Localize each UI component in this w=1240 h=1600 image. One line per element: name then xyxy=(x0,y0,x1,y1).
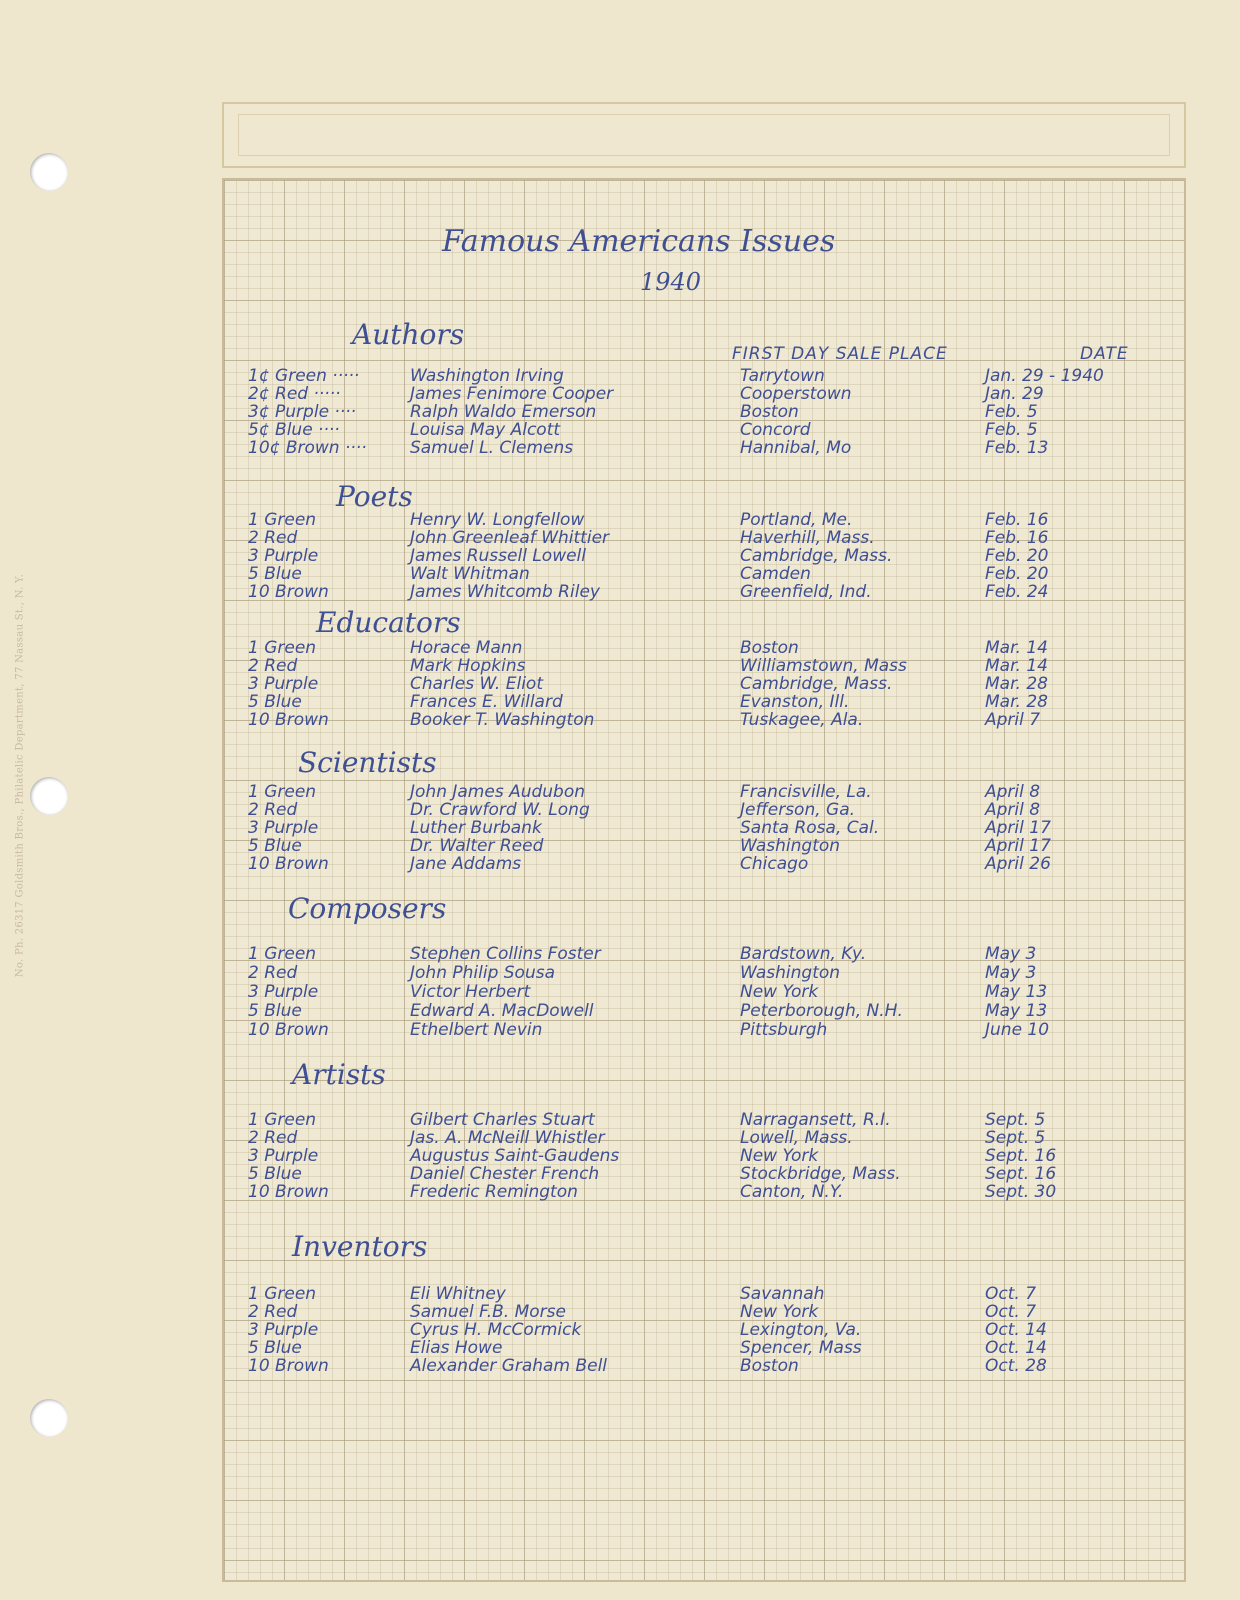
issue-date: Mar. 28 xyxy=(985,692,1048,712)
issue-place: Jefferson, Ga. xyxy=(740,800,856,820)
issue-name: Washington Irving xyxy=(410,366,564,386)
issue-value: 1 Green xyxy=(248,1110,317,1130)
album-header-frame xyxy=(238,114,1170,156)
issue-place: Tuskagee, Ala. xyxy=(740,710,864,730)
issue-place: Savannah xyxy=(740,1284,825,1304)
issue-name: Dr. Crawford W. Long xyxy=(410,800,590,820)
issue-value: 5 Blue xyxy=(248,836,302,856)
issue-value: 1 Green xyxy=(248,510,317,530)
issue-date: May 3 xyxy=(985,963,1037,983)
issue-place: Canton, N.Y. xyxy=(740,1182,844,1202)
issue-place: Tarrytown xyxy=(740,366,825,386)
section-heading-artists: Artists xyxy=(292,1058,386,1091)
issue-date: Jan. 29 - 1940 xyxy=(985,366,1104,386)
issue-value: 1¢ Green ····· xyxy=(248,366,360,386)
issue-name: Edward A. MacDowell xyxy=(410,1001,594,1021)
issue-value: 2 Red xyxy=(248,1302,298,1322)
issue-value: 3 Purple xyxy=(248,818,319,838)
issue-date: Mar. 14 xyxy=(985,656,1048,676)
issue-name: James Fenimore Cooper xyxy=(410,384,614,404)
issue-place: Haverhill, Mass. xyxy=(740,528,875,548)
issue-date: April 17 xyxy=(985,836,1051,856)
issue-value: 5¢ Blue ···· xyxy=(248,420,340,440)
issue-value: 5 Blue xyxy=(248,692,302,712)
issue-date: Sept. 16 xyxy=(985,1164,1057,1184)
printer-imprint: No. Ph. 26317 Goldsmith Bros., Philatelic Department, 77 Nassau St., N. Y. xyxy=(14,573,26,978)
issue-date: Oct. 14 xyxy=(985,1338,1047,1358)
issue-place: Peterborough, N.H. xyxy=(740,1001,903,1021)
issue-value: 5 Blue xyxy=(248,564,302,584)
issue-place: Williamstown, Mass xyxy=(740,656,907,676)
issue-date: May 3 xyxy=(985,944,1037,964)
issue-date: Feb. 13 xyxy=(985,438,1049,458)
issue-value: 3 Purple xyxy=(248,674,319,694)
issue-name: Victor Herbert xyxy=(410,982,531,1002)
issue-name: James Whitcomb Riley xyxy=(410,582,600,602)
issue-date: Oct. 7 xyxy=(985,1302,1037,1322)
issue-place: Cooperstown xyxy=(740,384,852,404)
issue-value: 2 Red xyxy=(248,1128,298,1148)
issue-name: Stephen Collins Foster xyxy=(410,944,601,964)
issue-name: John James Audubon xyxy=(410,782,586,802)
issue-name: Booker T. Washington xyxy=(410,710,595,730)
issue-name: Walt Whitman xyxy=(410,564,530,584)
issue-date: Feb. 24 xyxy=(985,582,1049,602)
issue-place: Evanston, Ill. xyxy=(740,692,850,712)
issue-place: New York xyxy=(740,1302,819,1322)
issue-place: Boston xyxy=(740,638,799,658)
issue-value: 2 Red xyxy=(248,963,298,983)
page-title: Famous Americans Issues xyxy=(442,224,836,259)
issue-date: April 7 xyxy=(985,710,1041,730)
issue-name: Charles W. Eliot xyxy=(410,674,543,694)
column-header-first-day: FIRST DAY SALE PLACE xyxy=(732,344,948,364)
issue-value: 1 Green xyxy=(248,1284,317,1304)
issue-date: Sept. 5 xyxy=(985,1110,1046,1130)
section-heading-authors: Authors xyxy=(352,318,465,351)
issue-place: Concord xyxy=(740,420,811,440)
issue-date: Mar. 14 xyxy=(985,638,1048,658)
issue-name: Louisa May Alcott xyxy=(410,420,561,440)
issue-place: New York xyxy=(740,982,819,1002)
column-header-date: DATE xyxy=(1080,344,1129,364)
issue-date: Oct. 7 xyxy=(985,1284,1037,1304)
section-heading-composers: Composers xyxy=(288,892,447,925)
issue-date: Sept. 5 xyxy=(985,1128,1046,1148)
issue-place: Chicago xyxy=(740,854,809,874)
issue-date: Sept. 16 xyxy=(985,1146,1057,1166)
issue-date: April 8 xyxy=(985,782,1041,802)
issue-date: Oct. 14 xyxy=(985,1320,1047,1340)
issue-value: 1 Green xyxy=(248,638,317,658)
issue-value: 10 Brown xyxy=(248,1356,329,1376)
binder-hole-middle xyxy=(30,777,68,815)
issue-value: 3 Purple xyxy=(248,1146,319,1166)
issue-name: Dr. Walter Reed xyxy=(410,836,544,856)
issue-value: 10 Brown xyxy=(248,1182,329,1202)
issue-name: John Philip Sousa xyxy=(410,963,555,983)
issue-value: 10 Brown xyxy=(248,710,329,730)
issue-place: Stockbridge, Mass. xyxy=(740,1164,901,1184)
issue-name: Henry W. Longfellow xyxy=(410,510,585,530)
issue-name: Alexander Graham Bell xyxy=(410,1356,608,1376)
issue-name: Daniel Chester French xyxy=(410,1164,600,1184)
issue-place: Boston xyxy=(740,1356,799,1376)
issue-date: Mar. 28 xyxy=(985,674,1048,694)
issue-place: Pittsburgh xyxy=(740,1020,828,1040)
issue-value: 5 Blue xyxy=(248,1001,302,1021)
issue-place: Portland, Me. xyxy=(740,510,853,530)
issue-place: Camden xyxy=(740,564,811,584)
issue-name: John Greenleaf Whittier xyxy=(410,528,610,548)
issue-value: 5 Blue xyxy=(248,1338,302,1358)
issue-date: May 13 xyxy=(985,982,1048,1002)
issue-date: Sept. 30 xyxy=(985,1182,1057,1202)
issue-date: April 26 xyxy=(985,854,1051,874)
issue-date: Feb. 20 xyxy=(985,564,1049,584)
issue-name: Frederic Remington xyxy=(410,1182,578,1202)
issue-name: Horace Mann xyxy=(410,638,523,658)
issue-value: 5 Blue xyxy=(248,1164,302,1184)
issue-value: 10 Brown xyxy=(248,1020,329,1040)
binder-hole-top xyxy=(30,153,68,191)
issue-name: Elias Howe xyxy=(410,1338,503,1358)
issue-value: 1 Green xyxy=(248,944,317,964)
section-heading-scientists: Scientists xyxy=(298,746,437,779)
issue-name: Eli Whitney xyxy=(410,1284,506,1304)
issue-date: Feb. 16 xyxy=(985,528,1049,548)
issue-name: Samuel L. Clemens xyxy=(410,438,574,458)
issue-value: 3 Purple xyxy=(248,982,319,1002)
issue-value: 2 Red xyxy=(248,656,298,676)
section-heading-inventors: Inventors xyxy=(292,1230,428,1263)
issue-place: Spencer, Mass xyxy=(740,1338,862,1358)
issue-name: Samuel F.B. Morse xyxy=(410,1302,566,1322)
section-heading-educators: Educators xyxy=(316,606,461,639)
issue-name: Augustus Saint-Gaudens xyxy=(410,1146,620,1166)
section-heading-poets: Poets xyxy=(336,480,413,513)
issue-value: 3 Purple xyxy=(248,1320,319,1340)
issue-value: 2 Red xyxy=(248,528,298,548)
issue-value: 10¢ Brown ···· xyxy=(248,438,367,458)
issue-date: May 13 xyxy=(985,1001,1048,1021)
issue-name: Jas. A. McNeill Whistler xyxy=(410,1128,605,1148)
issue-place: New York xyxy=(740,1146,819,1166)
issue-name: Gilbert Charles Stuart xyxy=(410,1110,595,1130)
issue-date: April 8 xyxy=(985,800,1041,820)
issue-place: Narragansett, R.I. xyxy=(740,1110,891,1130)
issue-value: 1 Green xyxy=(248,782,317,802)
issue-date: June 10 xyxy=(985,1020,1050,1040)
issue-value: 10 Brown xyxy=(248,582,329,602)
album-header-strip xyxy=(222,102,1186,168)
issue-place: Hannibal, Mo xyxy=(740,438,852,458)
issue-date: Feb. 16 xyxy=(985,510,1049,530)
issue-value: 2 Red xyxy=(248,800,298,820)
issue-date: Jan. 29 xyxy=(985,384,1044,404)
issue-date: April 17 xyxy=(985,818,1051,838)
issue-date: Feb. 5 xyxy=(985,402,1038,422)
issue-place: Francisville, La. xyxy=(740,782,872,802)
page-year: 1940 xyxy=(640,268,702,296)
issue-name: Ethelbert Nevin xyxy=(410,1020,543,1040)
issue-place: Washington xyxy=(740,963,841,983)
issue-place: Lowell, Mass. xyxy=(740,1128,853,1148)
issue-name: Jane Addams xyxy=(410,854,522,874)
issue-date: Oct. 28 xyxy=(985,1356,1047,1376)
issue-name: Mark Hopkins xyxy=(410,656,526,676)
issue-place: Washington xyxy=(740,836,841,856)
issue-place: Boston xyxy=(740,402,799,422)
issue-name: Luther Burbank xyxy=(410,818,542,838)
issue-value: 3 Purple xyxy=(248,546,319,566)
issue-value: 10 Brown xyxy=(248,854,329,874)
issue-place: Cambridge, Mass. xyxy=(740,546,893,566)
issue-value: 2¢ Red ····· xyxy=(248,384,341,404)
issue-place: Cambridge, Mass. xyxy=(740,674,893,694)
issue-date: Feb. 20 xyxy=(985,546,1049,566)
issue-name: James Russell Lowell xyxy=(410,546,587,566)
issue-place: Bardstown, Ky. xyxy=(740,944,867,964)
issue-value: 3¢ Purple ···· xyxy=(248,402,357,422)
issue-place: Santa Rosa, Cal. xyxy=(740,818,880,838)
binder-hole-bottom xyxy=(30,1399,68,1437)
issue-name: Ralph Waldo Emerson xyxy=(410,402,597,422)
issue-date: Feb. 5 xyxy=(985,420,1038,440)
issue-name: Cyrus H. McCormick xyxy=(410,1320,582,1340)
issue-place: Greenfield, Ind. xyxy=(740,582,872,602)
issue-place: Lexington, Va. xyxy=(740,1320,862,1340)
issue-name: Frances E. Willard xyxy=(410,692,563,712)
